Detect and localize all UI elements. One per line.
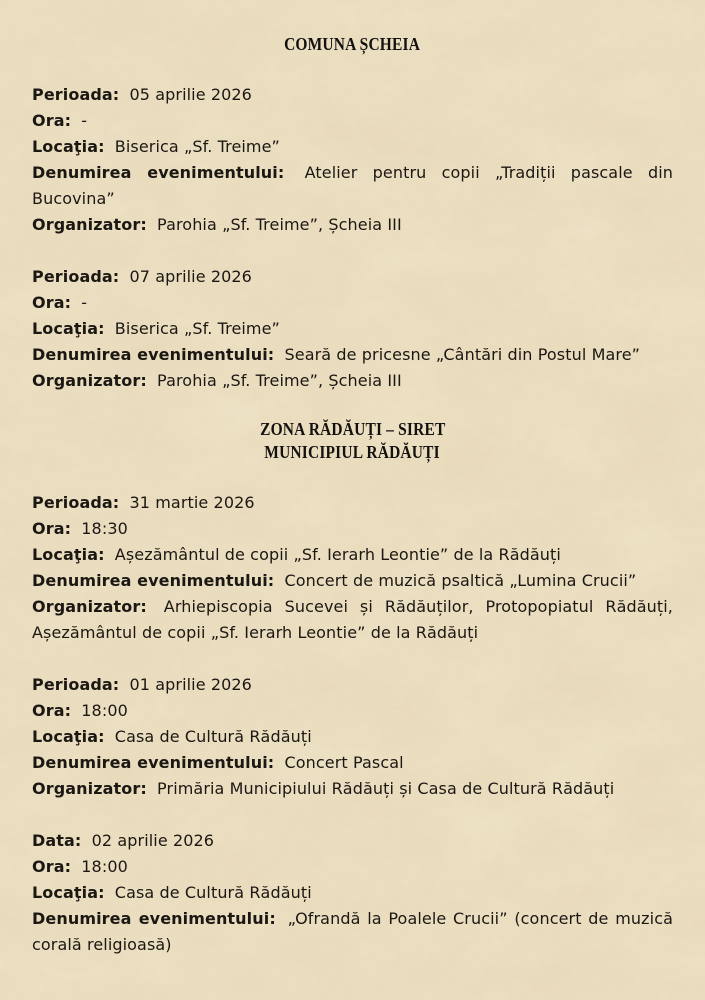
field-value: 02 aprilie 2026 (91, 831, 215, 850)
field-organizator (32, 776, 673, 802)
field-value: Biserica „Sf. Treime” (114, 319, 280, 338)
field-label: Locaţia: (32, 545, 105, 564)
field-label: Organizator: (32, 597, 147, 616)
field-perioada (32, 82, 673, 108)
field-denumirea (32, 568, 673, 594)
field-value: Parohia „Sf. Treime”, Șcheia III (157, 371, 402, 390)
field-denumirea (32, 750, 673, 776)
field-label: Locaţia: (32, 319, 105, 338)
field-label: Ora: (32, 701, 72, 720)
field-value: 05 aprilie 2026 (129, 85, 252, 104)
field-value: Casa de Cultură Rădăuți (114, 883, 312, 902)
field-ora (32, 854, 673, 880)
field-label: Denumirea evenimentului: (32, 163, 285, 182)
section-zona-radauti-siret (32, 418, 673, 958)
field-value: Atelier pentru copii „Tradiții pascale din Bucovina” (32, 163, 673, 208)
field-denumirea (32, 906, 673, 958)
field-data (32, 828, 673, 854)
field-value: 01 aprilie 2026 (129, 675, 252, 694)
field-locatia (32, 316, 673, 342)
field-label: Ora: (32, 857, 72, 876)
section-title-text: COMUNA ȘCHEIA (284, 34, 421, 54)
event-block (32, 264, 673, 394)
event-block (32, 828, 673, 958)
field-label: Locaţia: (32, 883, 105, 902)
field-locatia (32, 542, 673, 568)
field-value: - (81, 293, 88, 312)
field-label: Perioada: (32, 267, 120, 286)
field-organizator (32, 594, 673, 646)
field-label: Locaţia: (32, 137, 105, 156)
field-label: Denumirea evenimentului: (32, 345, 275, 364)
field-value: Casa de Cultură Rădăuți (114, 727, 312, 746)
field-label: Perioada: (32, 675, 120, 694)
field-label: Denumirea evenimentului: (32, 909, 276, 928)
field-label: Data: (32, 831, 82, 850)
section-subtitle-text: MUNICIPIUL RĂDĂUȚI (264, 442, 441, 462)
field-value: 18:30 (81, 519, 128, 538)
field-value: Biserica „Sf. Treime” (114, 137, 280, 156)
event-block (32, 490, 673, 646)
field-locatia (32, 880, 673, 906)
field-locatia (32, 134, 673, 160)
field-value: Seară de pricesne „Cântări din Postul Mare” (284, 345, 641, 364)
event-block (32, 672, 673, 802)
field-perioada (32, 264, 673, 290)
field-value: Concert de muzică psaltică „Lumina Crucii” (284, 571, 637, 590)
field-value: 18:00 (81, 701, 128, 720)
field-value: Așezământul de copii „Sf. Ierarh Leontie” de la Rădăuți (114, 545, 561, 564)
field-label: Organizator: (32, 215, 147, 234)
section-title (32, 418, 673, 441)
field-value: „Ofrandă la Poalele Crucii” (concert de muzică corală religioasă) (32, 909, 673, 954)
field-value: 31 martie 2026 (129, 493, 255, 512)
field-value: Arhiepiscopia Sucevei și Rădăuților, Protopopiatul Rădăuți, Așezământul de copii „Sf. Ierarh Leontie” de la Rădăuți (32, 597, 673, 642)
field-ora (32, 108, 673, 134)
section-title (32, 33, 673, 56)
field-value: 07 aprilie 2026 (129, 267, 252, 286)
section-subtitle (32, 441, 673, 464)
field-denumirea (32, 160, 673, 212)
field-label: Ora: (32, 519, 72, 538)
field-label: Denumirea evenimentului: (32, 753, 275, 772)
field-ora (32, 698, 673, 724)
field-value: - (81, 111, 88, 130)
field-denumirea (32, 342, 673, 368)
field-perioada (32, 490, 673, 516)
event-block (32, 82, 673, 238)
field-label: Locaţia: (32, 727, 105, 746)
field-label: Denumirea evenimentului: (32, 571, 275, 590)
field-ora (32, 290, 673, 316)
field-ora (32, 516, 673, 542)
field-value: Concert Pascal (284, 753, 404, 772)
field-locatia (32, 724, 673, 750)
field-value: 18:00 (81, 857, 128, 876)
field-label: Perioada: (32, 85, 120, 104)
field-label: Ora: (32, 111, 72, 130)
field-organizator (32, 368, 673, 394)
field-label: Perioada: (32, 493, 120, 512)
field-perioada (32, 672, 673, 698)
section-title-text: ZONA RĂDĂUȚI – SIRET (259, 419, 446, 439)
field-label: Organizator: (32, 371, 147, 390)
field-value: Primăria Municipiului Rădăuți și Casa de Cultură Rădăuți (157, 779, 615, 798)
field-label: Organizator: (32, 779, 147, 798)
field-label: Ora: (32, 293, 72, 312)
section-comuna-scheia (32, 33, 673, 394)
field-value: Parohia „Sf. Treime”, Șcheia III (157, 215, 402, 234)
field-organizator (32, 212, 673, 238)
